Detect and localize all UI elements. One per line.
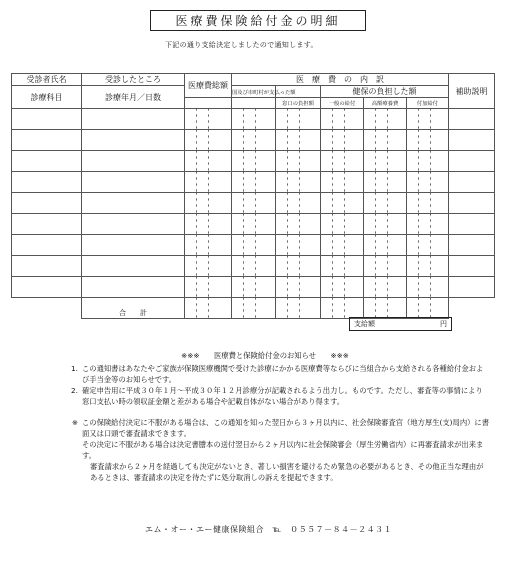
table-row [12, 172, 495, 193]
header-place: 受診したところ [82, 74, 185, 86]
header-insurance-burden: 健保の負担した額 [321, 86, 449, 98]
header-date-days: 診療年月／日数 [82, 86, 185, 109]
notice-text: 下記の通り支給決定しましたので通知します。 [165, 41, 318, 49]
total-row [12, 298, 495, 319]
info-item-2-text: 確定申告用に平成３０年１月～平成３０年１２月診療分が記載されるよう出力し。ものです。ただし、審査等の事情により窓口支払い時の領収証金額と差がある場合や記載自体がない場合があり得ます。 [82, 386, 483, 406]
header-department: 診療科目 [12, 86, 82, 109]
info-heading: ※※※ 医療費と保険給付金のお知らせ ※※※ [181, 351, 349, 360]
table-row [12, 214, 495, 235]
info-note-1: この保険給付決定に不服がある場合は、この通知を知った翌日から３ヶ月以内に、社会保険審査官（地方厚生(支)局内）に書面又は口頭で審査請求できます。 [82, 418, 490, 438]
total-label: 合 計 [82, 298, 185, 319]
payment-label: 支給額 [354, 320, 375, 328]
table-row [12, 235, 495, 256]
table-row [12, 109, 495, 130]
info-note-mark: ※ [71, 418, 78, 427]
table-row [12, 130, 495, 151]
header-breakdown: 医 療 費 の 内 訳 [232, 74, 449, 86]
header-gov-paid: 国及び市町村が支払った額 [232, 86, 276, 98]
info-item-1 [60, 363, 490, 385]
header-gov-sub [232, 98, 276, 109]
table-row [12, 193, 495, 214]
table-row [12, 277, 495, 298]
info-note-3: 審査請求から２ヶ月を経過しても決定がないとき、著しい損害を避けるため緊急の必要があるとき、その他正当な理由があるときは、審査請求の決定を待たずに処分取消しの訴えを提起できます。 [90, 462, 484, 482]
header-additional-benefit: 付加給付 [407, 98, 449, 109]
footer-contact: エム・オー・エー健康保険組合 ℡ ０５５７－８４－２４３１ [145, 525, 393, 534]
info-item-2 [60, 385, 490, 407]
payment-amount-box [349, 317, 452, 331]
info-section [60, 350, 490, 483]
header-counter-burden: 窓口の負担額 [276, 98, 321, 109]
info-item-1-text: この通知書はあなたやご家族が保険医療機関で受けた診療にかかる医療費等ならびに当組合から支給される各種給付金および手当金等のお知らせです。 [82, 364, 484, 384]
header-support: 補助説明 [449, 74, 495, 109]
info-item-1-mark: 1. [71, 364, 78, 373]
payment-unit: 円 [440, 320, 447, 328]
table-row [12, 151, 495, 172]
statement-table [11, 73, 495, 319]
header-total-sub [185, 98, 232, 109]
info-note [60, 417, 490, 483]
document-title: 医療費保険給付金の明細 [150, 10, 366, 31]
table-row [12, 256, 495, 277]
header-general-benefit: 一般の給付 [321, 98, 364, 109]
info-note-2: その決定に不服がある場合は決定書謄本の送付翌日から２ヶ月以内に社会保険審会（厚生労働省内）に再審査請求が出来ます。 [82, 440, 484, 460]
header-high-cost: 高額療養費 [364, 98, 407, 109]
header-total-cost: 医療費総額 [185, 74, 232, 98]
info-item-2-mark: 2. [71, 386, 78, 395]
header-patient-name: 受診者氏名 [12, 74, 82, 86]
